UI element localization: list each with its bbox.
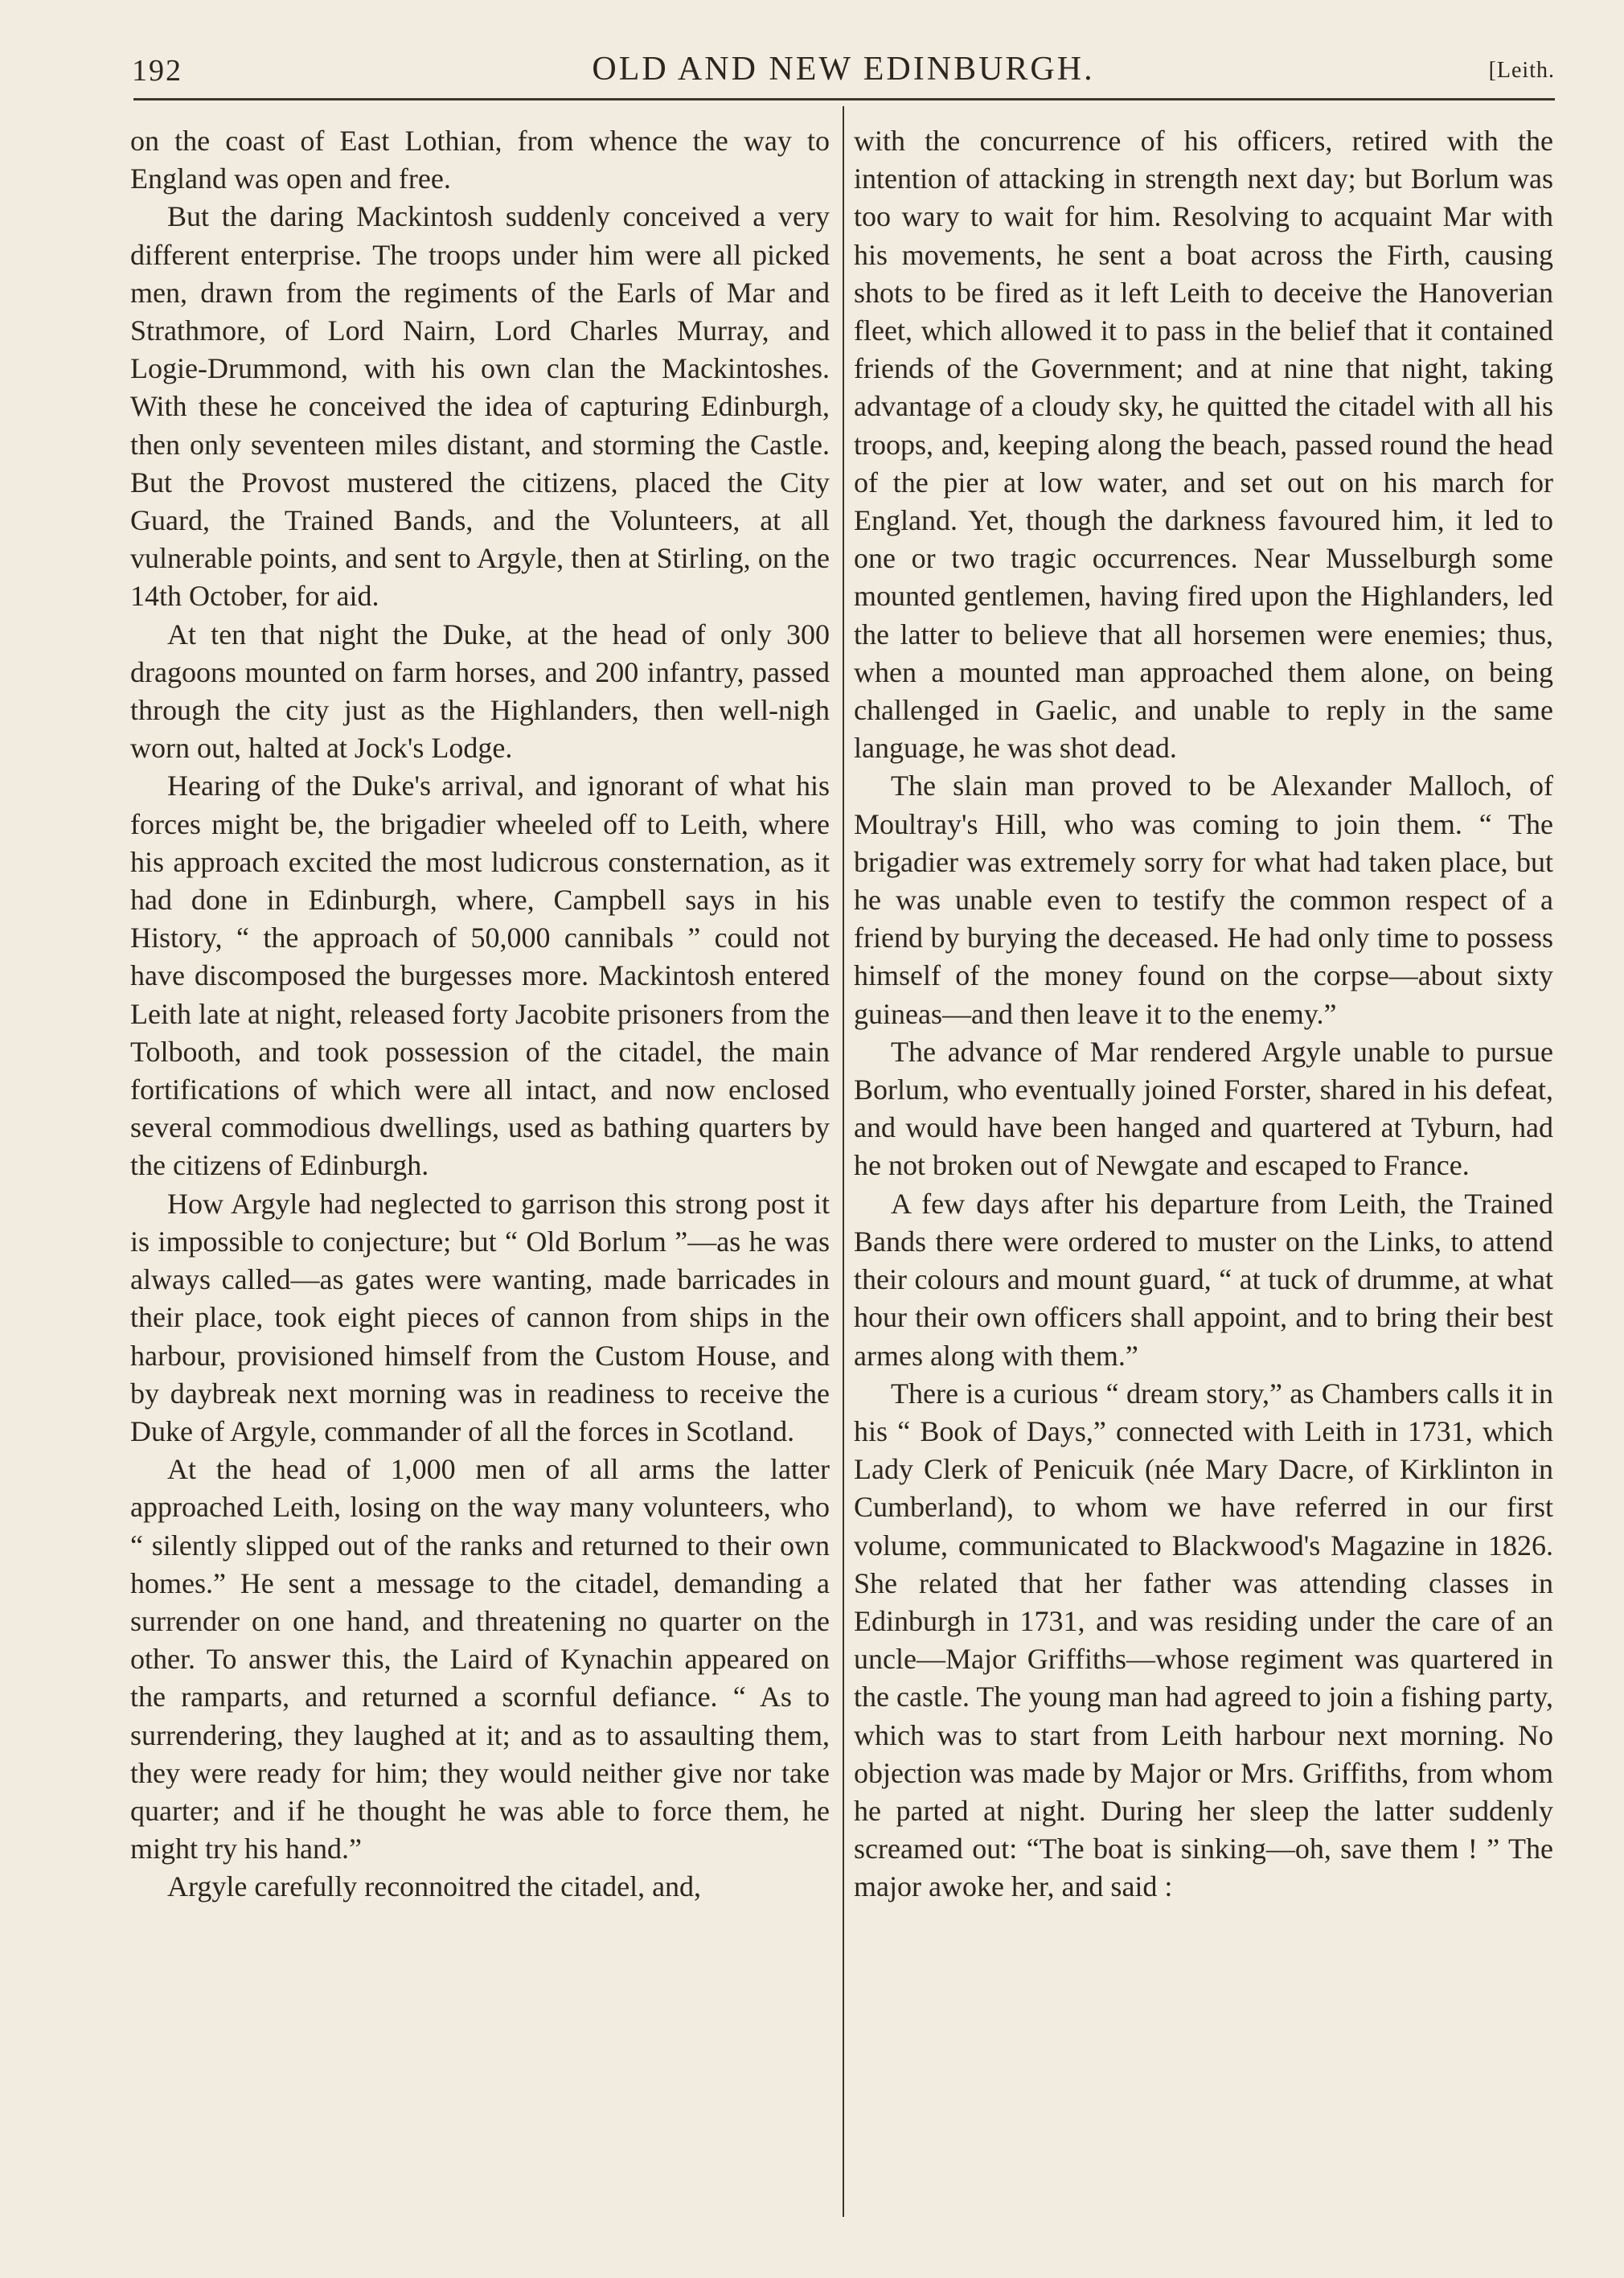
paragraph: The slain man proved to be Alexander Malloch, of Moultray's Hill, who was coming to join them. “ The brigadier was extremely sorry for what had taken place, but he was unable even to testify the common respect of a friend by burying the deceased. He had only time to possess himself of the money found on the corpse—about sixty guineas—and then leave it to the enemy.” <box>854 770 1553 1030</box>
running-title: OLD AND NEW EDINBURGH. <box>592 51 1095 88</box>
paragraph: Hearing of the Duke's arrival, and ignorant of what his forces might be, the brigadier wheeled off to Leith, where his approach excited the most ludicrous consternation, as it had done in Edinburgh, where, Campbell says in his History, “ the approach of 50,000 cannibals ” could not have discomposed the burgesses more. Mackintosh entered Leith late at night, released forty Jacobite prisoners from the Tolbooth, and took possession of the citadel, the main fortifications of which were all intact, and now enclosed several commodious dwellings, used as bathing quarters by the citizens of Edinburgh. <box>130 770 830 1182</box>
right-column <box>854 122 1553 1907</box>
paragraph: Argyle carefully reconnoitred the citadel, and, <box>167 1870 702 1903</box>
paragraph: There is a curious “ dream story,” as Chambers calls it in his “ Book of Days,” connected with Leith in 1731, which Lady Clerk of Penicuik (née Mary Dacre, of Kirklinton in Cumberland), to whom we have referred in our first volume, communicated to Blackwood's Magazine in 1826. She related that her father was attending classes in Edinburgh in 1731, and was residing under the care of an uncle—Major Griffiths—whose regiment was quartered in the castle. The young man had agreed to join a fishing party, which was to start from Leith harbour next morning. No objection was made by Major or Mrs. Griffiths, from whom he parted at night. During her sleep the latter suddenly screamed out: “The boat is sinking—oh, save them ! ” The major awoke her, and said : <box>854 1377 1553 1903</box>
column-divider <box>843 106 844 2217</box>
paragraph: At ten that night the Duke, at the head of only 300 dragoons mounted on farm horses, and 200 infantry, passed through the city just as the Highlanders, then well-nigh worn out, halted at Jock's Lodge. <box>130 618 830 765</box>
paragraph: How Argyle had neglected to garrison this strong post it is impossible to conjecture; but “ Old Borlum ”—as he was always called—as gates were wanting, made barricades in their place, took eight pieces of cannon from ships in the harbour, provisioned himself from the Custom House, and by daybreak next morning was in readiness to receive the Duke of Argyle, commander of all the forces in Scotland. <box>130 1187 830 1447</box>
header-rule <box>133 98 1555 101</box>
section-tag: [Leith. <box>1488 58 1555 83</box>
paragraph: But the daring Mackintosh suddenly conceived a very different enterprise. The troops under him were all picked men, drawn from the regiments of the Earls of Mar and Strathmore, of Lord Nairn, Lord Charles Murray, and Logie-Drummond, with his own clan the Mackintoshes. With these he conceived the idea of capturing Edinburgh, then only seventeen miles distant, and storming the Castle. But the Provost mustered the citizens, placed the City Guard, the Trained Bands, and the Volunteers, at all vulnerable points, and sent to Argyle, then at Stirling, on the 14th October, for aid. <box>130 200 830 613</box>
paragraph: The advance of Mar rendered Argyle unable to pursue Borlum, who eventually joined Forster, shared in his defeat, and would have been hanged and quartered at Tyburn, had he not broken out of Newgate and escaped to France. <box>854 1035 1553 1182</box>
page-header <box>132 43 1555 100</box>
paragraph: A few days after his departure from Leith, the Trained Bands there were ordered to muster on the Links, to attend their colours and mount guard, “ at tuck of drumme, at what hour their own officers shall appoint, and to bring their best armes along with them.” <box>854 1187 1553 1372</box>
paragraph: At the head of 1,000 men of all arms the latter approached Leith, losing on the way many volunteers, who “ silently slipped out of the ranks and returned to their own homes.” He sent a message to the citadel, demanding a surrender on one hand, and threatening no quarter on the other. To answer this, the Laird of Kynachin appeared on the ramparts, and returned a scornful defiance. “ As to surrendering, they laughed at it; and as to assaulting them, they were ready for him; they would neither give nor take quarter; and if he thought he was able to force them, he might try his hand.” <box>130 1453 830 1865</box>
left-column <box>130 122 830 1907</box>
page-number: 192 <box>132 54 182 88</box>
paragraph: with the concurrence of his officers, retired with the intention of attacking in strength next day; but Borlum was too wary to wait for him. Resolving to acquaint Mar with his movements, he sent a boat across the Firth, causing shots to be fired as it left Leith to deceive the Hanoverian fleet, which allowed it to pass in the belief that it contained friends of the Government; and at nine that night, taking advantage of a cloudy sky, he quitted the citadel with all his troops, and, keeping along the beach, passed round the head of the pier at low water, and set out on his march for England. Yet, though the darkness favoured him, it led to one or two tragic occurrences. Near Musselburgh some mounted gentlemen, having fired upon the Highlanders, led the latter to believe that all horsemen were enemies; thus, when a mounted man approached them alone, on being challenged in Gaelic, and unable to reply in the same language, he was shot dead. <box>854 125 1553 765</box>
paragraph: on the coast of East Lothian, from whence the way to England was open and free. <box>130 125 830 195</box>
